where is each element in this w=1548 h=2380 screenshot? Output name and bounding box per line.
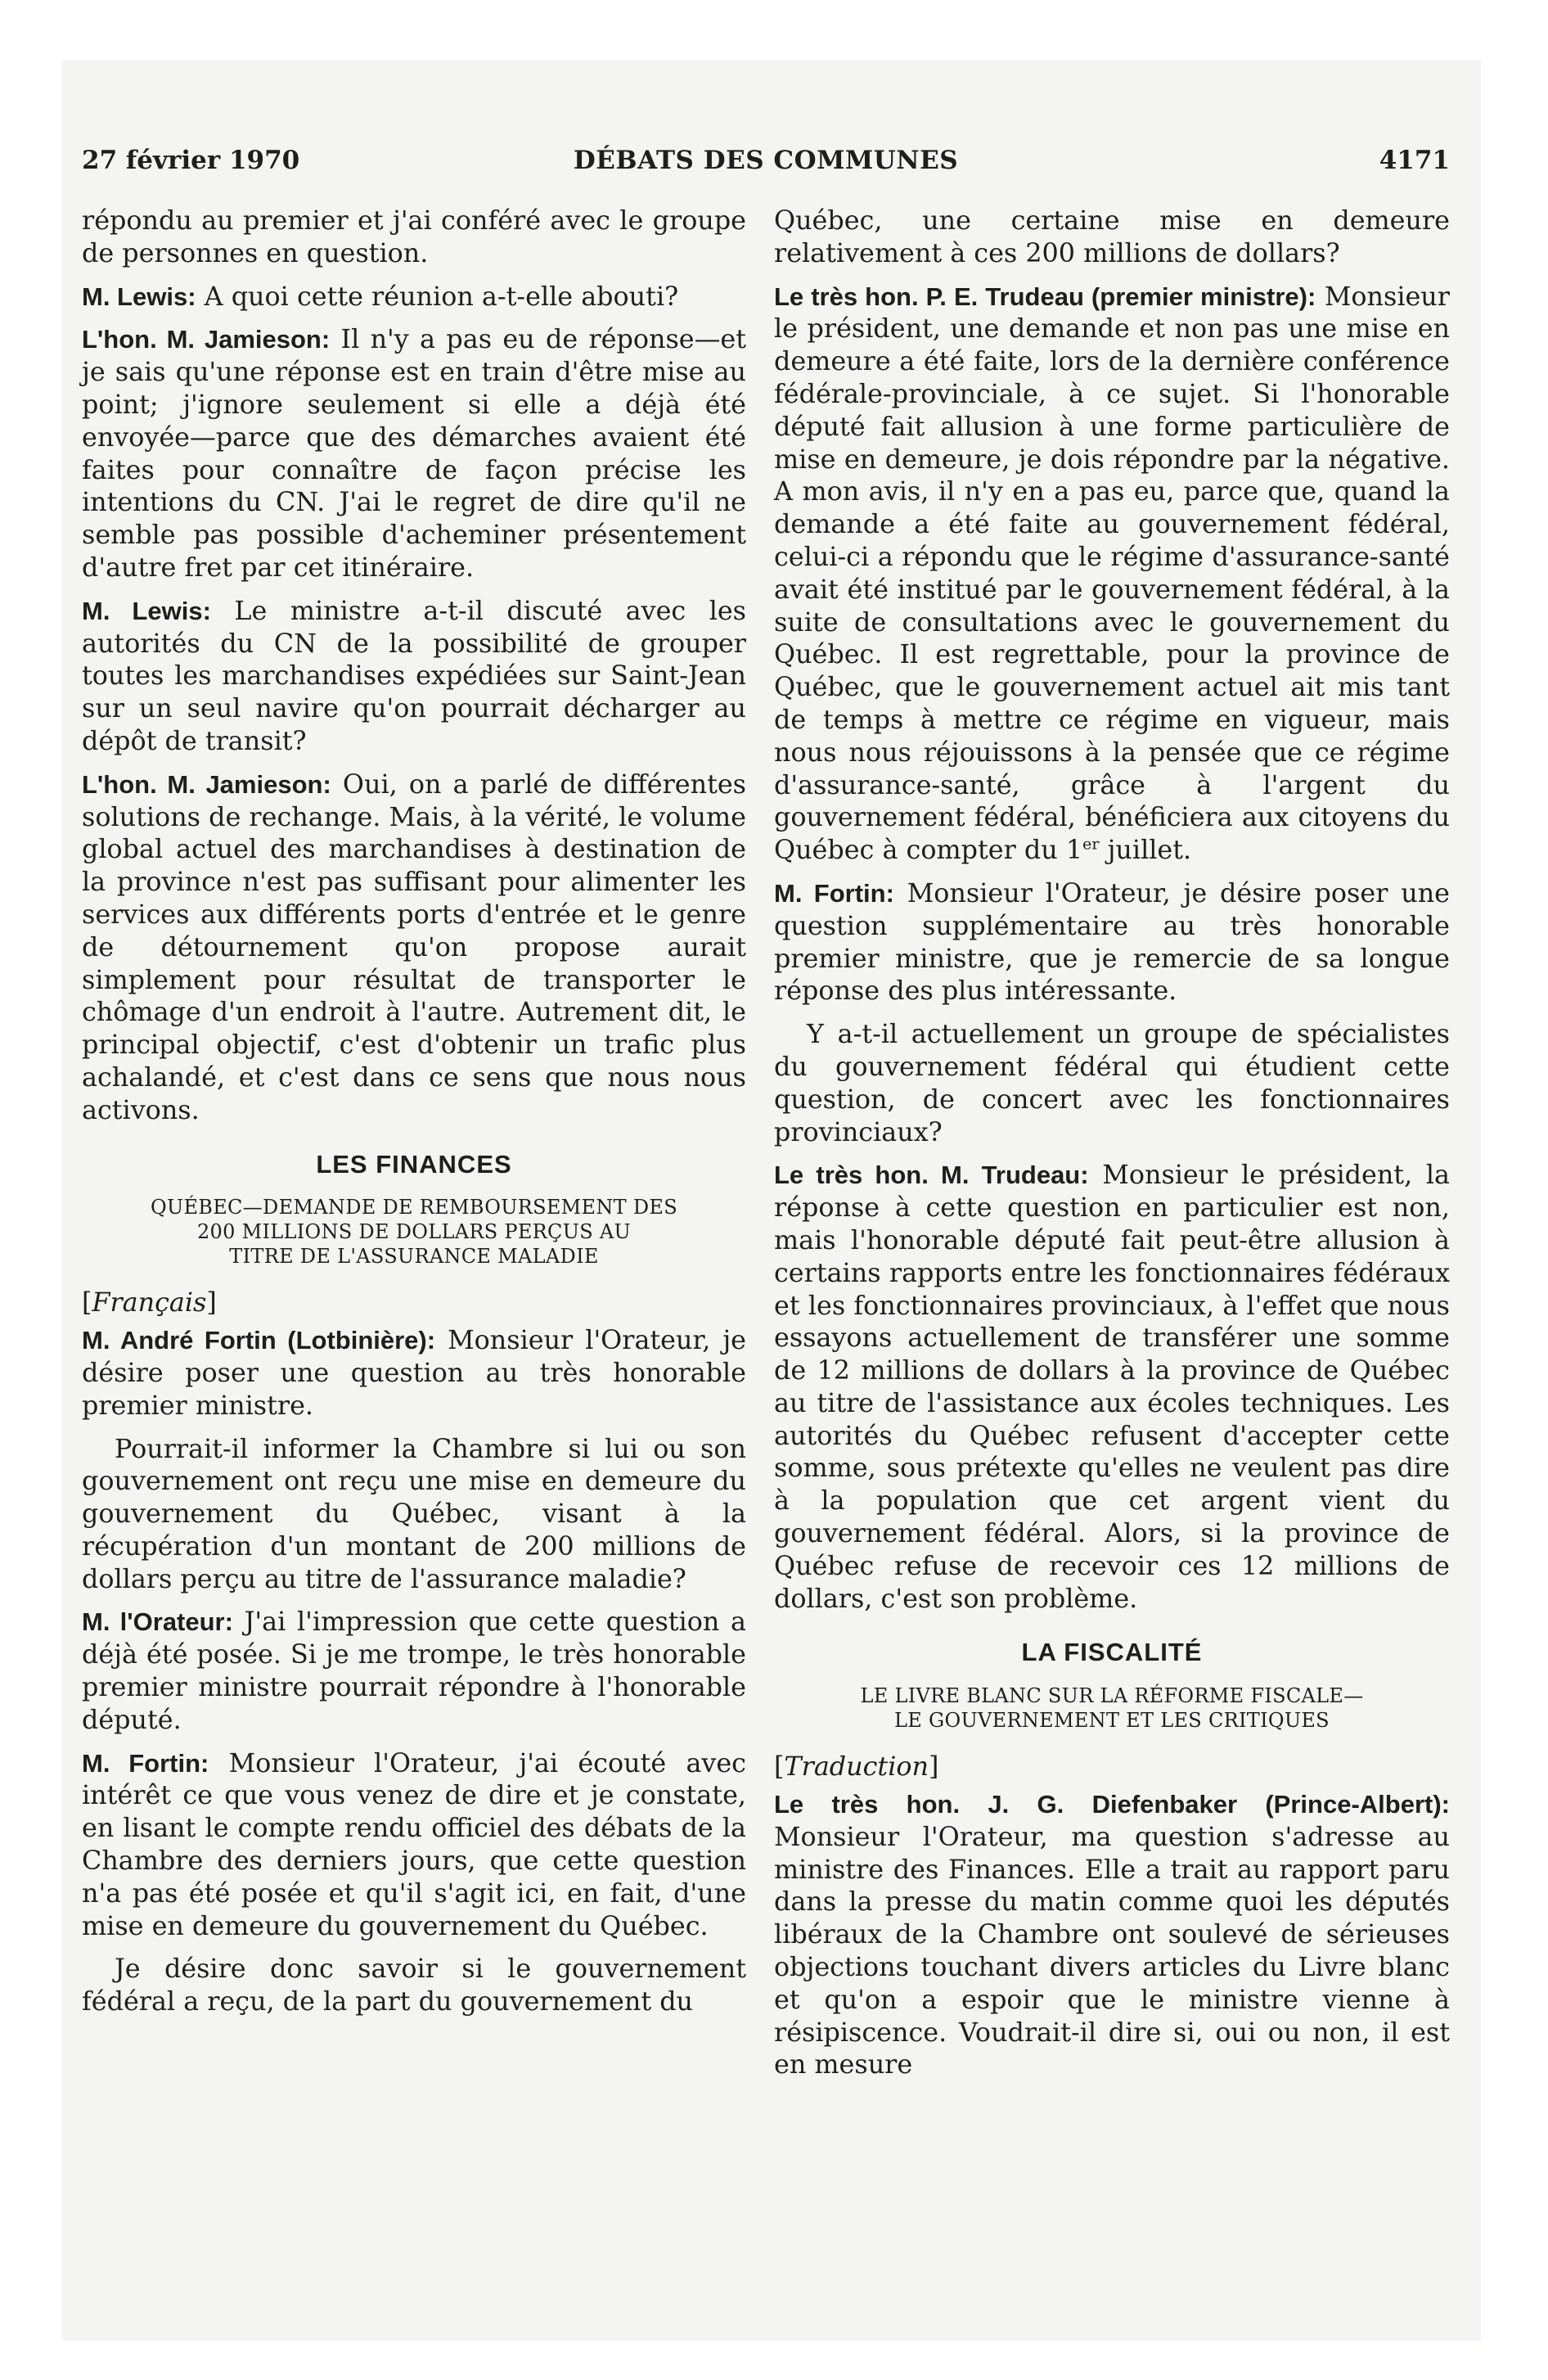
speaker: M. l'Orateur: bbox=[82, 1607, 233, 1637]
paragraph: Le très hon. M. Trudeau: Monsieur le président, la réponse à cette question en particulier est non, mais l'honorable député fait peut-être allusion à certains rapports entre les fonctionnaires fédéraux et les fonctionnaires provinciaux, à l'effet que nous essayons actuellement de transférer une somme de 12 millions de dollars à la province de Québec au titre de l'assistance aux écoles techniques. Les autorités du Québec refusent d'accepter cette somme, sous prétexte qu'elles ne veulent pas dire à la population que cet argent vient du gouvernement fédéral. Alors, si la province de Québec refuse de recevoir ces 12 millions de dollars, c'est son problème. bbox=[774, 1160, 1450, 1614]
paragraph: Québec, une certaine mise en demeure relativement à ces 200 millions de dollars? bbox=[774, 205, 1450, 268]
header-date: 27 février 1970 bbox=[82, 146, 300, 175]
section-heading: LA FISCALITÉ bbox=[1021, 1638, 1203, 1667]
paragraph: M. Lewis: A quoi cette réunion a-t-elle abouti? bbox=[82, 281, 679, 312]
page-header bbox=[82, 146, 1450, 182]
paragraph: Le très hon. J. G. Diefenbaker (Prince-Albert): Monsieur l'Orateur, ma question s'adresse au ministre des Finances. Elle a trait au rapport paru dans la presse du matin comme quoi les députés libéraux de la Chambre ont soulevé de sérieuses objections touchant divers articles du Livre blanc et qu'on a espoir que le ministre vienne à résipiscence. Voudrait-il dire si, oui ou non, il est en mesure bbox=[774, 1790, 1450, 2080]
speaker: M. Fortin: bbox=[82, 1748, 209, 1778]
paragraph: M. l'Orateur: J'ai l'impression que cette question a déjà été posée. Si je me trompe, le très honorable premier ministre pourrait répondre à l'honorable député. bbox=[82, 1607, 746, 1735]
speaker: M. Lewis: bbox=[82, 596, 211, 625]
speaker: M. André Fortin (Lotbinière): bbox=[82, 1326, 436, 1355]
speaker: Le très hon. J. G. Diefenbaker (Prince-Albert): bbox=[774, 1790, 1450, 1819]
paragraph: M. André Fortin (Lotbinière): Monsieur l'Orateur, je désire poser une question au très honorable premier ministre. bbox=[82, 1325, 746, 1421]
paragraph: L'hon. M. Jamieson: Il n'y a pas eu de réponse—et je sais qu'une réponse est en train d'être mise au point; j'ignore seulement si elle a déjà été envoyée—parce que des démarches avaient été faites pour connaître de façon précise les intentions du CN. J'ai le regret de dire qu'il ne semble pas possible d'acheminer présentement d'autre fret par cet itinéraire. bbox=[82, 324, 746, 583]
section-heading: LES FINANCES bbox=[316, 1149, 512, 1179]
paragraph: Y a-t-il actuellement un groupe de spécialistes du gouvernement fédéral qui étudient cette question, de concert avec les fonctionnaires provinciaux? bbox=[774, 1019, 1450, 1147]
paragraph: Le très hon. P. E. Trudeau (premier ministre): Monsieur le président, une demande et non pas une mise en demeure a été faite, lors de la dernière conférence fédérale-provinciale, à ce sujet. Si l'honorable député fait allusion à une forme particulière de mise en demeure, je dois répondre par la négative. A mon avis, il n'y en a pas eu, parce que, quand la demande a été faite au gouvernement fédéral, celui-ci a répondu que le régime d'assurance-santé avait été institué par le gouvernement fédéral, à la suite de consultations avec le gouvernement du Québec. Il est regrettable, pour la province de Québec, que le gouvernement actuel ait mis tant de temps à mettre ce régime en vigueur, mais nous nous réjouissons à la pensée que ce régime d'assurance-santé, grâce à l'argent du gouvernement fédéral, bénéficiera aux citoyens du Québec à compter du 1er juillet. bbox=[774, 281, 1450, 866]
speaker: Le très hon. P. E. Trudeau (premier ministre): bbox=[774, 282, 1316, 311]
speaker: M. Fortin: bbox=[774, 878, 894, 908]
speaker: L'hon. M. Jamieson: bbox=[82, 325, 331, 354]
paragraph: M. Fortin: Monsieur l'Orateur, j'ai écouté avec intérêt ce que vous venez de dire et je constate, en lisant le compte rendu officiel des débats de la Chambre des derniers jours, que cette question n'a pas été posée et qu'il s'agit ici, en fait, d'une mise en demeure du gouvernement du Québec. bbox=[82, 1747, 746, 1941]
language-note: [Traduction] bbox=[774, 1751, 939, 1783]
speaker: M. Lewis: bbox=[82, 282, 196, 311]
language-note: [Français] bbox=[82, 1287, 217, 1318]
paragraph: Je désire donc savoir si le gouvernement fédéral a reçu, de la part du gouvernement du bbox=[82, 1954, 746, 2017]
subheading: QUÉBEC—DEMANDE DE REMBOURSEMENT DES 200 MILLIONS DE DOLLARS PERÇUS AU TITRE DE L'ASSURANCE MALADIE bbox=[150, 1196, 677, 1269]
paragraph: Pourrait-il informer la Chambre si lui ou son gouvernement ont reçu une mise en demeure du gouvernement du Québec, visant à la récupération d'un montant de 200 millions de dollars perçu au titre de l'assurance maladie? bbox=[82, 1433, 746, 1594]
speaker: L'hon. M. Jamieson: bbox=[82, 769, 331, 799]
subheading: LE LIVRE BLANC SUR LA RÉFORME FISCALE— LE GOUVERNEMENT ET LES CRITIQUES bbox=[860, 1684, 1364, 1733]
header-title: DÉBATS DES COMMUNES bbox=[573, 146, 959, 175]
paragraph: M. Fortin: Monsieur l'Orateur, je désire poser une question supplémentaire au très honorable premier ministre, que je remercie de sa longue réponse des plus intéressante. bbox=[774, 877, 1450, 1007]
paragraph: M. Lewis: Le ministre a-t-il discuté avec les autorités du CN de la possibilité de grouper toutes les marchandises expédiées sur Saint-Jean sur un seul navire qu'on pourrait décharger au dépôt de transit? bbox=[82, 595, 747, 756]
paragraph: L'hon. M. Jamieson: Oui, on a parlé de différentes solutions de rechange. Mais, à la vérité, le volume global actuel des marchandises à destination de la province n'est pas suffisant pour alimenter les services aux différents ports d'entrée et le genre de détournement qu'on propose aurait simplement pour résultat de transporter le chômage d'un endroit à l'autre. Autrement dit, le principal objectif, c'est d'obtenir un trafic plus achalandé, et c'est dans ce sens que nous nous activons. bbox=[82, 769, 746, 1125]
left-column bbox=[82, 205, 746, 2018]
speaker: Le très hon. M. Trudeau: bbox=[774, 1161, 1089, 1190]
page-number: 4171 bbox=[1379, 146, 1450, 175]
paragraph: répondu au premier et j'ai conféré avec le groupe de personnes en question. bbox=[82, 205, 746, 268]
right-column bbox=[774, 205, 1450, 2081]
